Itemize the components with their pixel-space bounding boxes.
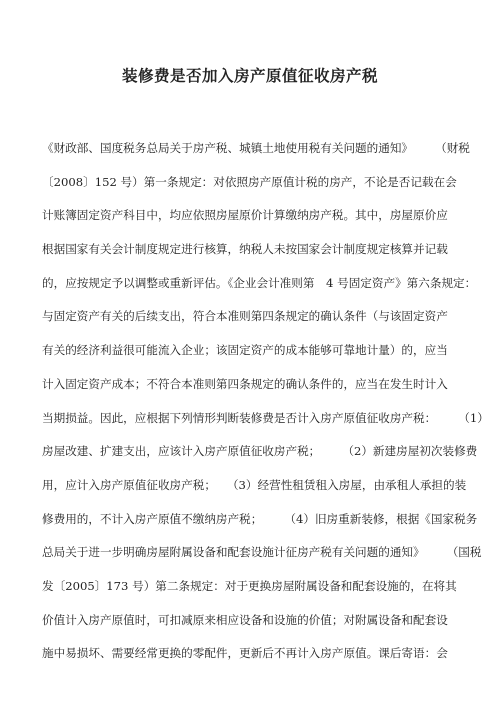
document-body	[42, 138, 489, 677]
body-line: 修费用的，不计入房产原值不缴纳房产税； （4）旧房重新装修，根据《国家税务	[42, 511, 478, 526]
body-line: 有关的经济利益很可能流入企业；该固定资产的成本能够可靠地计量）的，应当	[42, 343, 448, 358]
body-line: 〔2008〕152 号）第一条规定：对依照房产原值计税的房产，不论是否记载在会	[42, 174, 457, 189]
body-line: 与固定资产有关的后续支出，符合本准则第四条规定的确认条件（与该固定资产	[42, 309, 448, 324]
body-line: 计账簿固定资产科目中，均应依照房屋原价计算缴纳房产税。其中，房屋原价应	[42, 208, 448, 223]
body-line: 用，应计入房产原值征收房产税； （3）经营性租赁租入房屋，由承租人承担的装	[42, 477, 467, 492]
body-line: 总局关于进一步明确房屋附属设备和配套设施计征房产税有关问题的通知》 （国税	[42, 545, 482, 560]
body-line: 计入固定资产成本；不符合本准则第四条规定的确认条件的，应当在发生时计入	[42, 376, 448, 391]
body-line: 的，应按规定予以调整或重新评估。《企业会计准则第 4 号固定资产》第六条规定：	[42, 275, 477, 290]
body-line: 发〔2005〕173 号）第二条规定：对于更换房屋附属设备和配套设施的，在将其	[42, 578, 457, 593]
document-title: 装修费是否加入房产原值征收房产税	[121, 66, 378, 85]
body-line: 房屋改建、扩建支出，应该计入房产原值征收房产税； （2）新建房屋初次装修费	[42, 444, 478, 459]
body-line: 价值计入房产原值时，可扣减原来相应设备和设施的价值；对附属设备和配套设	[42, 612, 448, 627]
body-line: 施中易损坏、需要经常更换的零配件，更新后不再计入房产原值。课后寄语：会	[42, 646, 448, 661]
body-line: 《财政部、国度税务总局关于房产税、城镇土地使用税有关问题的通知》 （财税	[42, 141, 470, 155]
body-line: 当期损益。因此，应根据下列情形判断装修费是否计入房产原值征收房产税： （1）	[42, 410, 489, 425]
body-line: 根据国家有关会计制度规定进行核算，纳税人未按国家会计制度规定核算并记载	[42, 242, 448, 257]
